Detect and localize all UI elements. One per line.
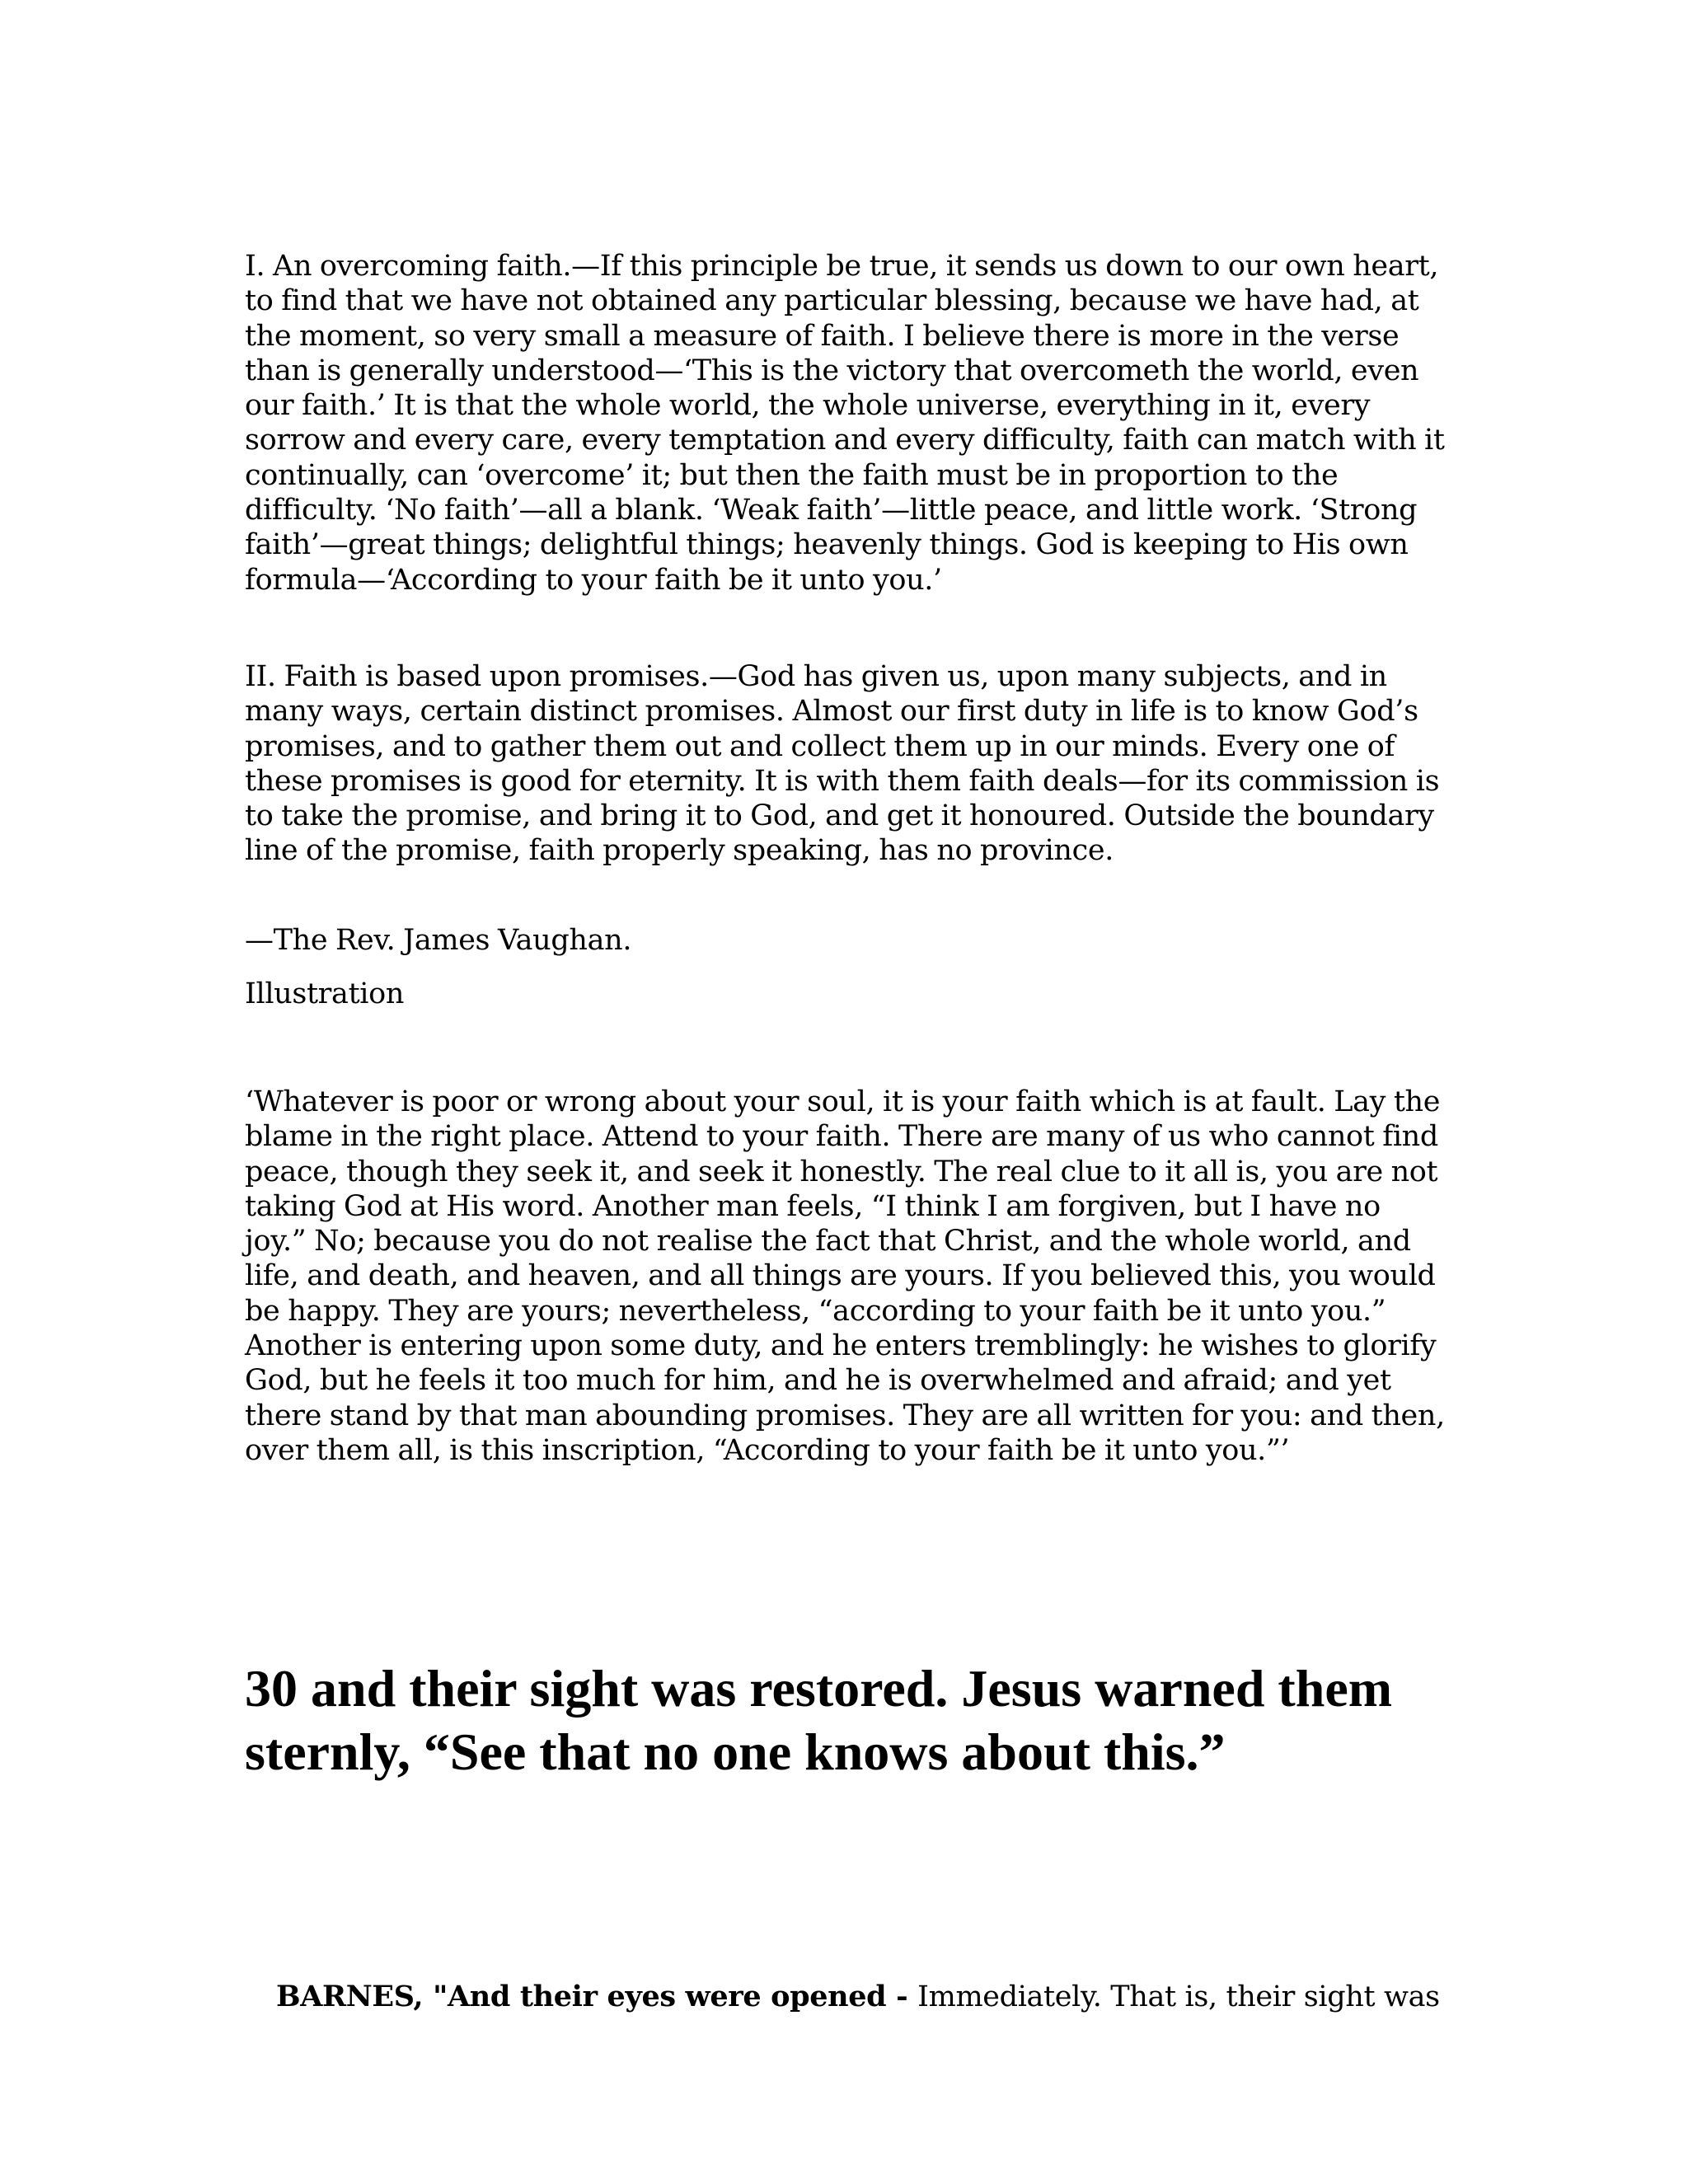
paragraph-overcoming-faith: I. An overcoming faith.—If this principle be true, it sends us down to our own heart, to find that we have not obtained any particular blessing, because we have had, at the moment, so very small a measure of faith. I believe there is more in the verse than is generally understood—‘This is the victory that overcometh the world, even our faith.’ It is that the whole world, the whole universe, everything in it, every sorrow and every care, every temptation and every difficulty, faith can match with it continually, can ‘overcome’ it; but then the faith must be in proportion to the difficulty. ‘No faith’—all a blank. ‘Weak faith’—little peace, and little work. ‘Strong faith’—great things; delightful things; heavenly things. God is keeping to His own formula—‘According to your faith be it unto you.’ [245,250,1445,597]
commentary-text: Immediately. That is, their sight was [917,1980,1440,2013]
paragraph-illustration-quote: ‘Whatever is poor or wrong about your soul, it is your faith which is at fault. Lay the blame in the right place. Attend to your faith. There are many of us who cannot find peace, though they seek it, and seek it honestly. The real clue to it all is, you are not taking God at His word. Another man feels, “I think I am forgiven, but I have no joy.” No; because you do not realise the fact that Christ, and the whole world, and life, and death, and heaven, and all things are yours. If you believed this, you would be happy. They are yours; nevertheless, “according to your faith be it unto you.” Another is entering upon some duty, and he enters tremblingly: he wishes to glorify God, but he feels it too much for him, and he is overwhelmed and afraid; and yet there stand by that man abounding promises. They are all written for you: and then, over them all, is this inscription, “According to your faith be it unto you.”’ [245,1085,1445,1467]
author-attribution: —The Rev. James Vaughan. [245,924,632,957]
commentary-line [276,1980,1562,2014]
verse-heading: 30 and their sight was restored. Jesus warned them sternly, “See that no one knows about this.” [245,1659,1393,1781]
illustration-label: Illustration [245,977,405,1010]
commentary-source: BARNES, "And their eyes were opened - [276,1980,918,2013]
paragraph-faith-promises: II. Faith is based upon promises.—God has given us, upon many subjects, and in many ways, certain distinct promises. Almost our first duty in life is to know God’s promises, and to gather them out and collect them up in our minds. Every one of these promises is good for eternity. It is with them faith deals—for its commission is to take the promise, and bring it to God, and get it honoured. Outside the boundary line of the promise, faith properly speaking, has no province. [245,660,1440,868]
